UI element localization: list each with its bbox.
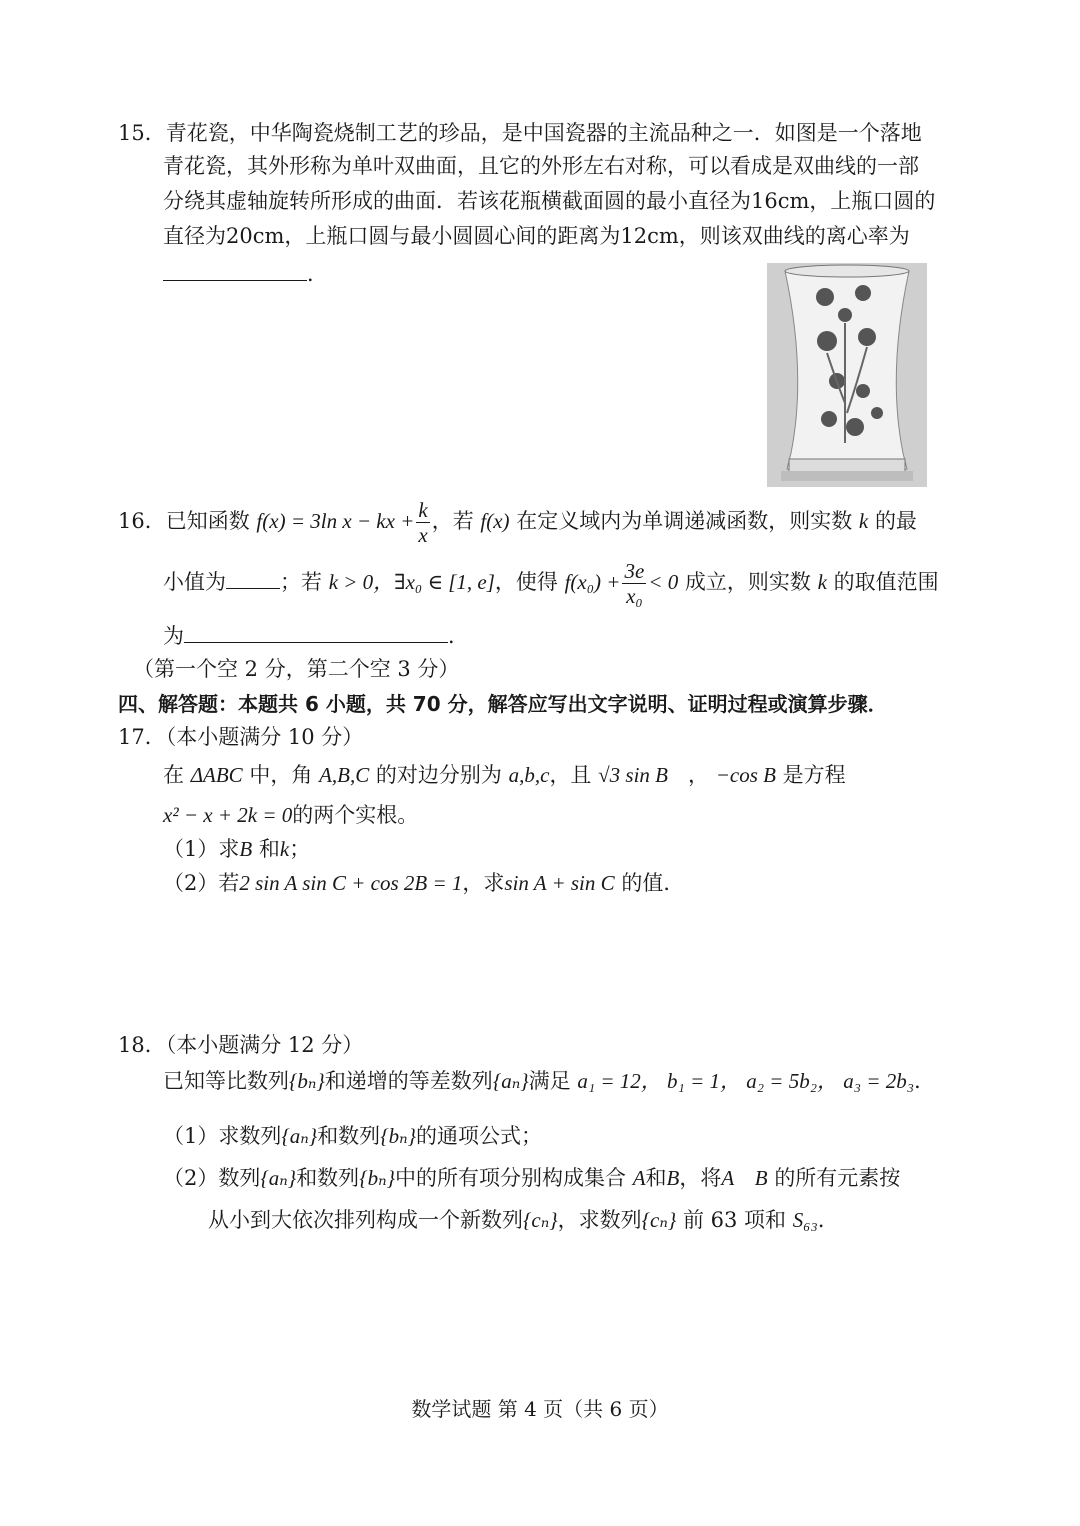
q18-line-1: 已知等比数列{bₙ}和递增的等差数列{aₙ}满足 a₁ = 12， b₁ = 1， a₂ = 5b₂， a₃ = 2b₃．: [163, 1069, 936, 1093]
q18-part-2-cont: 从小到大依次排列构成一个新数列{cₙ}，求数列{cₙ} 前 63 项和 S₆₃．: [208, 1208, 839, 1232]
q16-line-2: 小值为 ；若 k > 0，∃x₀ ∈ [1, e]，使得 f(x₀) + $\frac{3e}{\text{x₀}}$ < 0 成立，则实数 k 的取值范围: [163, 559, 939, 608]
answer-blank: [226, 566, 280, 589]
q17-part-2: （2）若2 sin A sin C + cos 2B = 1，求sin A + sin C 的值．: [163, 871, 685, 895]
fraction-3e-over-x0: $\frac{3e}{\text{x₀}}$: [624, 559, 645, 608]
q17-part-1: （1）求B 和k；: [163, 837, 311, 861]
q16-line-1: 16．已知函数 f(x) = 3ln x − kx + $\frac{k}{x}$ ，若 f(x) 在定义域内为单调递减函数，则实数 k 的最: [118, 498, 917, 547]
page-footer: 数学试题 第 4 页（共 6 页）: [411, 1397, 669, 1421]
q15-line-4: 直径为20cm，上瓶口圆与最小圆圆心间的距离为12cm，则该双曲线的离心率为: [163, 224, 910, 248]
function-expression: f(x) = 3ln x − kx +: [256, 509, 415, 533]
q18-title: 18．（本小题满分 12 分）: [118, 1033, 364, 1057]
q15-line-1: 15．青花瓷，中华陶瓷烧制工艺的珍品，是中国瓷器的主流品种之一．如图是一个落地: [118, 121, 922, 145]
vase-photo: [767, 263, 927, 487]
section-heading: 四、解答题：本题共 6 小题，共 70 分，解答应写出文字说明、证明过程或演算步骤．: [118, 692, 888, 716]
blue-white-porcelain-vase-image: [767, 263, 927, 487]
fraction-k-over-x: $\frac{k}{x}$: [418, 498, 428, 547]
q18-part-1: （1）求数列{aₙ}和数列{bₙ}的通项公式；: [163, 1124, 542, 1148]
q16-score-note: （第一个空 2 分，第二个空 3 分）: [133, 657, 460, 681]
q15-line-2: 青花瓷，其外形称为单叶双曲面，且它的外形左右对称，可以看成是双曲线的一部: [163, 154, 919, 178]
answer-blank: [184, 620, 448, 643]
q15-line-3: 分绕其虚轴旋转所形成的曲面．若该花瓶横截面圆的最小直径为16cm，上瓶口圆的: [163, 189, 936, 213]
q17-line-1: 在 ΔABC 中，角 A,B,C 的对边分别为 a,b,c，且 √3 sin B ， −cos B 是方程: [163, 763, 846, 787]
answer-blank: [163, 258, 307, 281]
q16-line-3: 为 ．: [163, 620, 469, 651]
q17-line-2: x² − x + 2k = 0的两个实根。: [163, 803, 419, 827]
q18-part-2: （2）数列{aₙ}和数列{bₙ}中的所有项分别构成集合 A和B，将A B 的所有元素按: [163, 1166, 901, 1190]
q17-title: 17．（本小题满分 10 分）: [118, 725, 364, 749]
q15-answer-line: ．: [163, 258, 328, 289]
